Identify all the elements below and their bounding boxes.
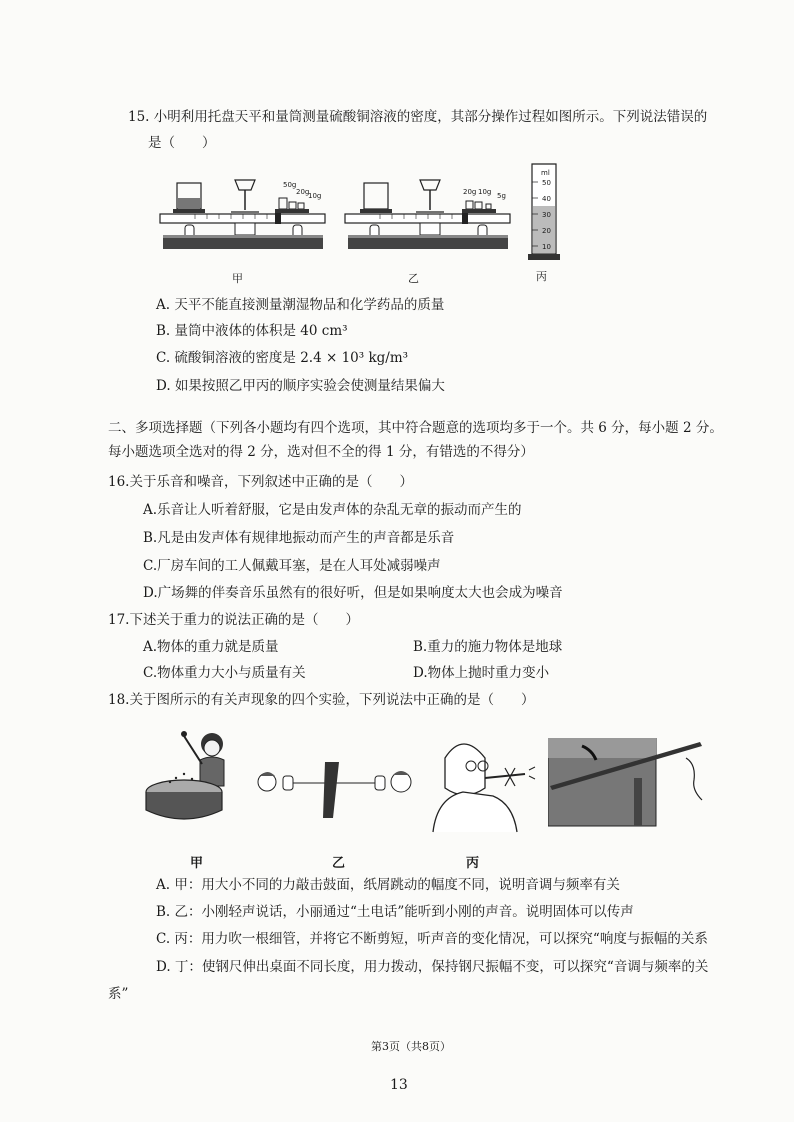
figure-label-yi: 乙 bbox=[332, 856, 346, 871]
page-number: 13 bbox=[390, 1077, 408, 1093]
q18-stem: 18.关于图所示的有关声现象的四个实验，下列说法中正确的是（ ） bbox=[108, 692, 535, 708]
weight-label: 50g bbox=[283, 181, 297, 189]
q17-option-d: D.物体上抛时重力变小 bbox=[413, 665, 550, 681]
steel-ruler-figure bbox=[548, 738, 716, 830]
figure-label-jia: 甲 bbox=[190, 856, 204, 871]
q18-option-d: D. 丁：使钢尺伸出桌面不同长度，用力拨动，保持钢尺振幅不变，可以探究“音调与频率的关 bbox=[156, 959, 709, 975]
q16-option-a: A.乐音让人听着舒服，它是由发声体的杂乱无章的振动而产生的 bbox=[143, 502, 522, 518]
q17-stem: 17.下述关于重力的说法正确的是（ ） bbox=[108, 612, 359, 628]
q16-option-b: B.凡是由发声体有规律地振动而产生的声音都是乐音 bbox=[143, 530, 455, 546]
balance-jia-figure bbox=[155, 170, 330, 265]
weight-label: 10g bbox=[478, 188, 492, 196]
cylinder-tick: 20 bbox=[542, 227, 551, 235]
q17-option-b: B.重力的施力物体是地球 bbox=[413, 639, 563, 655]
q18-option-c: C. 丙：用力吹一根细管，并将它不断剪短，听声音的变化情况，可以探究“响度与振幅的关系 bbox=[156, 931, 708, 947]
q17-option-a: A.物体的重力就是质量 bbox=[143, 639, 279, 655]
q15-option-a: A. 天平不能直接测量潮湿物品和化学药品的质量 bbox=[156, 297, 445, 313]
cylinder-tick: 30 bbox=[542, 211, 551, 219]
q15-option-c: C. 硫酸铜溶液的密度是 2.4 × 10³ kg/m³ bbox=[156, 350, 409, 366]
q16-option-d: D.广场舞的伴奏音乐虽然有的很好听，但是如果响度太大也会成为噪音 bbox=[143, 585, 563, 601]
cylinder-tick: 10 bbox=[542, 243, 551, 251]
weight-label: 20g bbox=[296, 188, 310, 196]
cylinder-unit: ml bbox=[541, 169, 550, 177]
weight-label: 10g bbox=[308, 192, 322, 200]
balance-yi-figure bbox=[340, 170, 515, 265]
string-telephone-figure bbox=[255, 760, 415, 820]
q16-stem: 16.关于乐音和噪音，下列叙述中正确的是（ ） bbox=[108, 474, 413, 490]
tube-blowing-figure bbox=[425, 728, 540, 833]
cylinder-tick: 40 bbox=[542, 195, 551, 203]
q15-option-b: B. 量筒中液体的体积是 40 cm³ bbox=[156, 323, 348, 339]
q18-option-b: B. 乙：小刚轻声说话，小丽通过“土电话”能听到小刚的声音。说明固体可以传声 bbox=[156, 904, 634, 920]
q15-stem-line2: 是（ ） bbox=[148, 135, 216, 151]
figure-label-jia: 甲 bbox=[232, 272, 243, 285]
page-indicator: 第3页（共8页） bbox=[371, 1040, 451, 1053]
section2-heading-line1: 二、多项选择题（下列各小题均有四个选项，其中符合题意的选项均多于一个。共 6 分，每小题 2 分。 bbox=[108, 420, 723, 436]
cylinder-tick: 50 bbox=[542, 179, 551, 187]
q18-option-a: A. 甲：用大小不同的力敲击鼓面，纸屑跳动的幅度不同，说明音调与频率有关 bbox=[156, 877, 620, 893]
weight-label: 5g bbox=[497, 192, 506, 200]
figure-label-bing: 丙 bbox=[466, 856, 480, 871]
section2-heading-line2: 每小题选项全选对的得 2 分，选对但不全的得 1 分，有错选的不得分） bbox=[108, 444, 534, 460]
q15-option-d: D. 如果按照乙甲丙的顺序实验会使测量结果偏大 bbox=[156, 378, 445, 394]
figure-label-yi: 乙 bbox=[408, 272, 419, 285]
q17-option-c: C.物体重力大小与质量有关 bbox=[143, 665, 306, 681]
q16-option-c: C.厂房车间的工人佩戴耳塞，是在人耳处减弱噪声 bbox=[143, 558, 441, 574]
weight-label: 20g bbox=[463, 188, 477, 196]
figure-label-bing: 丙 bbox=[536, 270, 547, 283]
q15-stem-line1: 15. 小明利用托盘天平和量筒测量硫酸铜溶液的密度，其部分操作过程如图所示。下列说法错误的 bbox=[128, 109, 708, 125]
drum-experiment-figure bbox=[140, 722, 240, 827]
q18-option-d-continued: 系” bbox=[108, 986, 129, 1002]
